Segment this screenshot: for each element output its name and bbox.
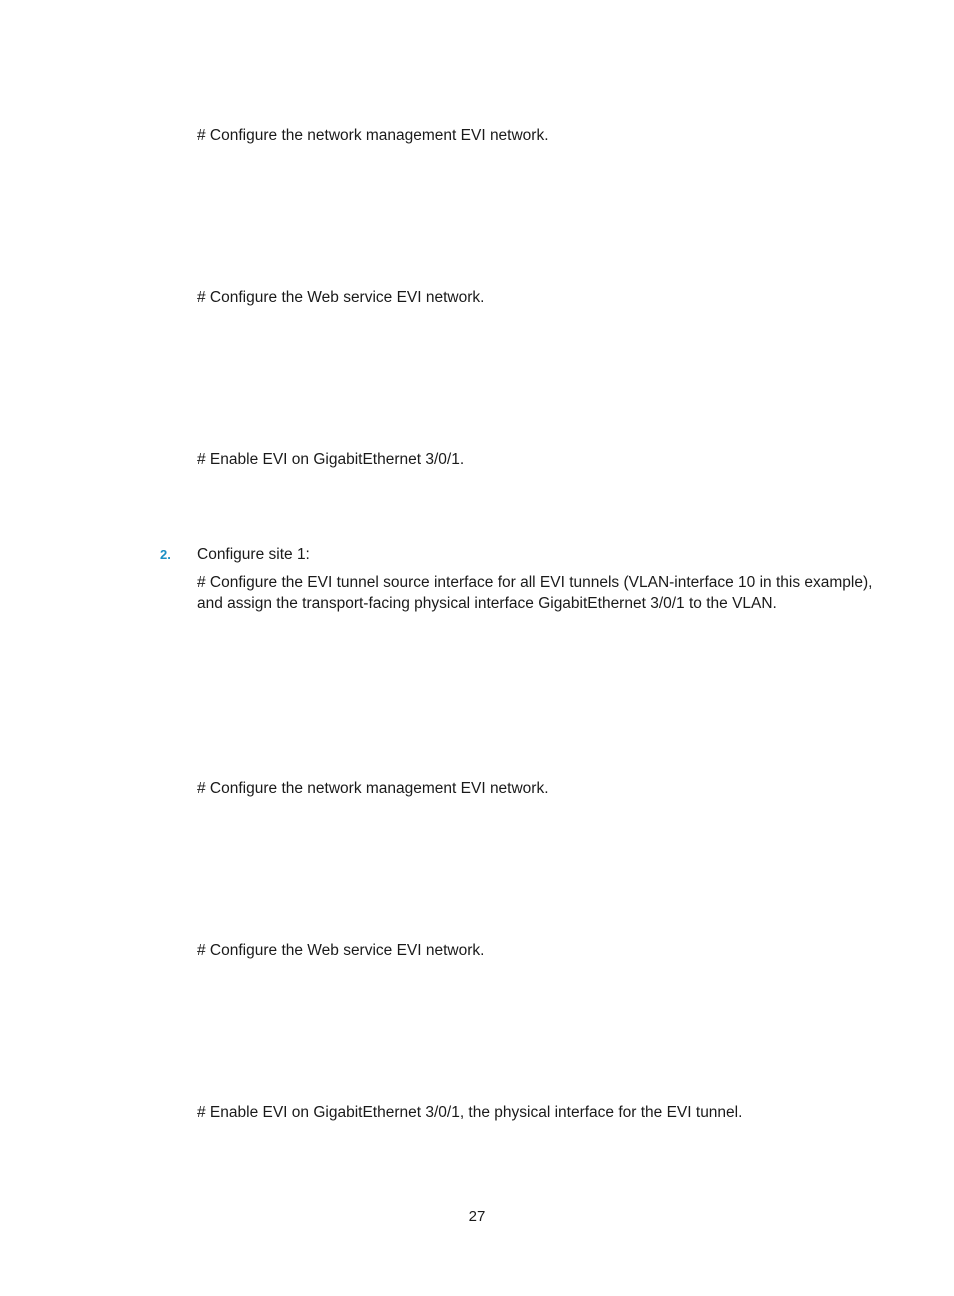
step-intro-paragraph: # Configure the EVI tunnel source interface for all EVI tunnels (VLAN-interface 10 in this example), and assign the transport-facing physical interface GigabitEthernet 3/0/1 to the VLAN. bbox=[197, 574, 873, 612]
comment-web-service: # Configure the Web service EVI network. bbox=[197, 289, 485, 306]
comment-network-management: # Configure the network management EVI network. bbox=[197, 127, 549, 144]
step-number: 2. bbox=[160, 547, 171, 562]
site1-comment-enable-evi: # Enable EVI on GigabitEthernet 3/0/1, the physical interface for the EVI tunnel. bbox=[197, 1104, 743, 1121]
site1-comment-network-management: # Configure the network management EVI network. bbox=[197, 780, 549, 797]
page-number: 27 bbox=[468, 1208, 486, 1225]
comment-enable-evi: # Enable EVI on GigabitEthernet 3/0/1. bbox=[197, 451, 465, 468]
site1-comment-web-service: # Configure the Web service EVI network. bbox=[197, 942, 485, 959]
step-title: Configure site 1: bbox=[197, 546, 310, 563]
